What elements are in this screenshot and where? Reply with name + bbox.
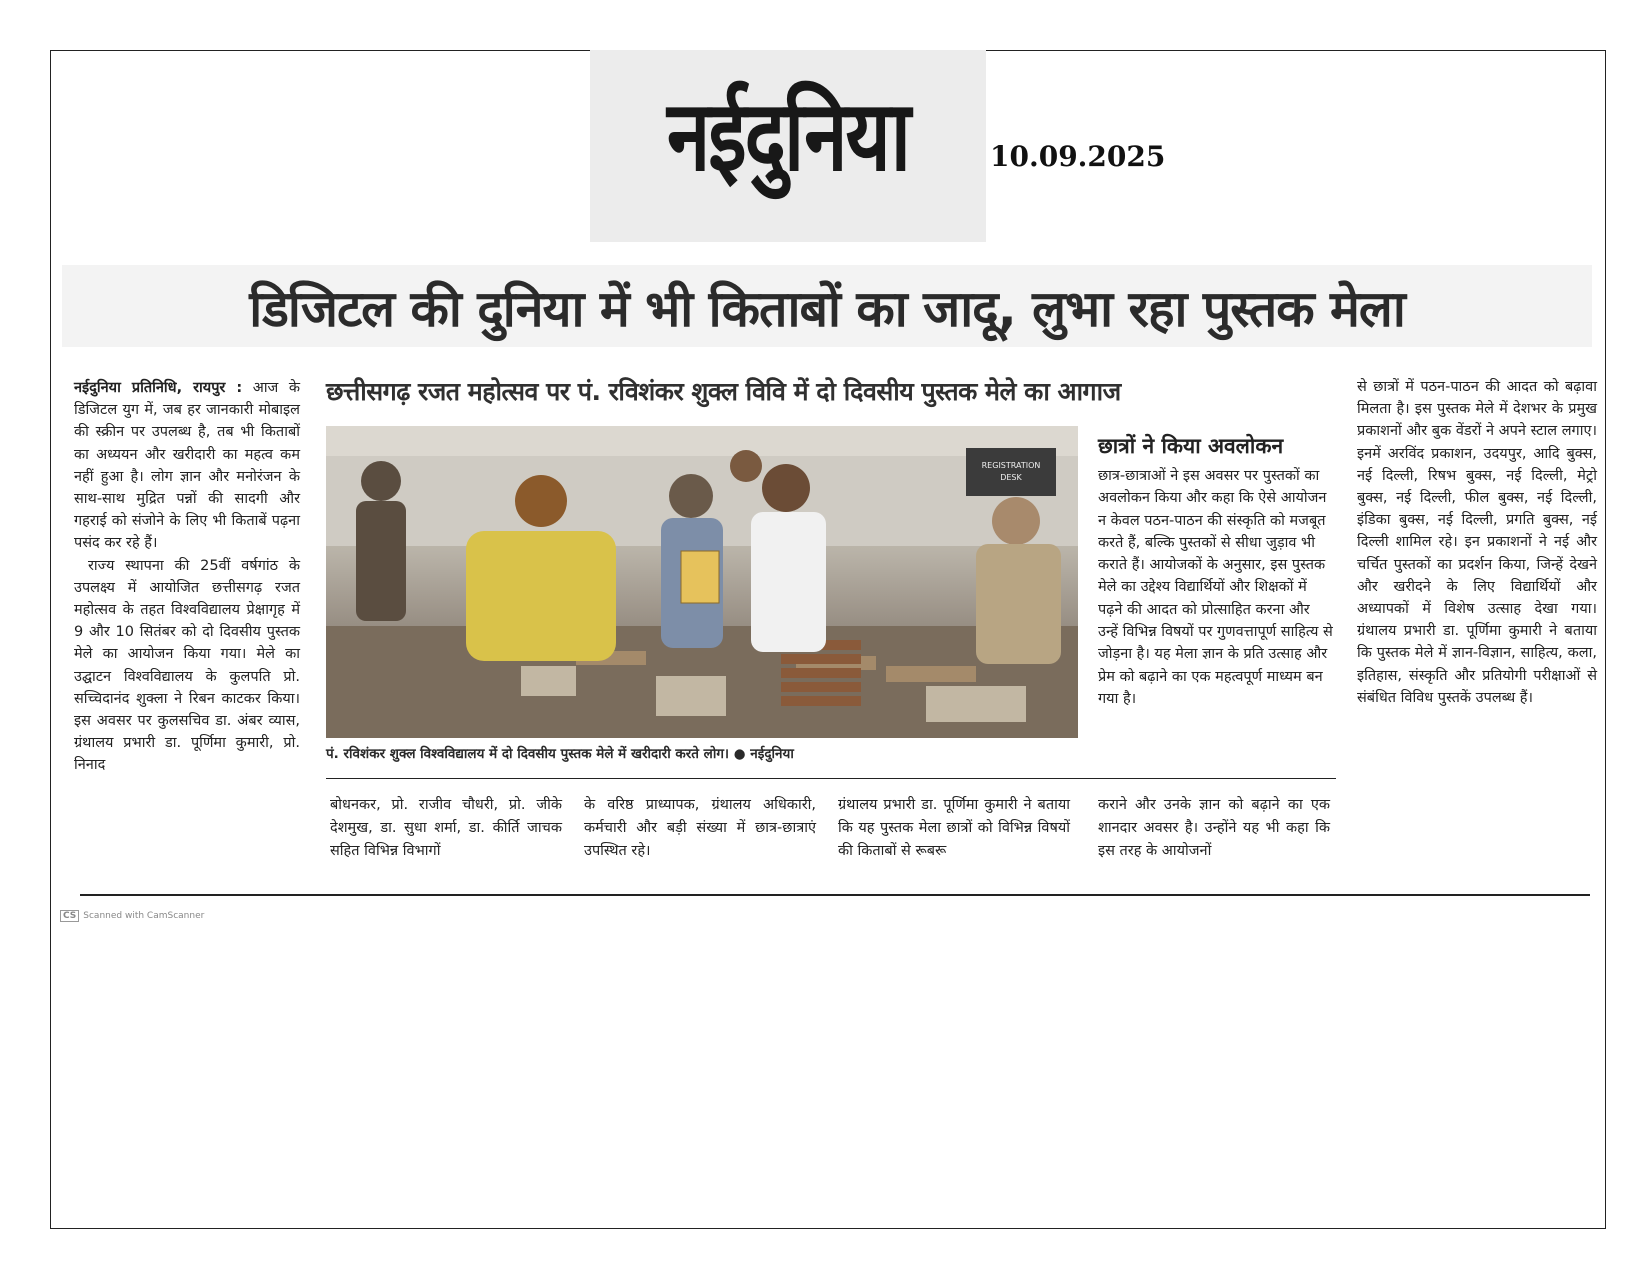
subheadline: छत्तीसगढ़ रजत महोत्सव पर पं. रविशंकर शुक्ल विवि में दो दिवसीय पुस्तक मेले का आगाज <box>326 377 1121 406</box>
column-1-paragraph-2: राज्य स्थापना की 25वीं वर्षगांठ के उपलक्ष्य में आयोजित छत्तीसगढ़ रजत महोत्सव के तहत विश्वविद्यालय प्रेक्षागृह में 9 और 10 सितंबर को दो दिवसीय पुस्तक मेले का आयोजन किया गया। मेले का उद्घाटन विश्वविद्यालय के कुलपति प्रो. सच्चिदानंद शुक्ला ने रिबन काटकर किया। इस अवसर पर कुलसचिव डा. अंबर व्यास, ग्रंथालय प्रभारी डा. पूर्णिमा कुमारी, प्रो. निनाद <box>74 557 300 774</box>
photo-caption: पं. रविशंकर शुक्ल विश्वविद्यालय में दो दिवसीय पुस्तक मेले में खरीदारी करते लोग। ● नईदुनिया <box>326 746 794 762</box>
bottom-column-3: ग्रंथालय प्रभारी डा. पूर्णिमा कुमारी ने बताया कि यह पुस्तक मेला छात्रों को विभिन्न विषयों की किताबों से रूबरू <box>838 797 1070 859</box>
scanner-badge: CS <box>60 910 79 922</box>
bottom-column-4: कराने और उनके ज्ञान को बढ़ाने का एक शानदार अवसर है। उन्होंने यह भी कहा कि इस तरह के आयोजनों <box>1098 797 1330 859</box>
sidebar-body: छात्र-छात्राओं ने इस अवसर पर पुस्तकों का अवलोकन किया और कहा कि ऐसे आयोजन न केवल पठन-पाठन की संस्कृति को मजबूत करते हैं, बल्कि पुस्तकों से सीधा जुड़ाव भी कराते हैं। आयोजकों के अनुसार, इस पुस्तक मेले का उद्देश्य विद्यार्थियों और शिक्षकों में पढ़ने की आदत को प्रोत्साहित करना और उन्हें विभिन्न विषयों पर गुणवत्तापूर्ण साहित्य से जोड़ना है। यह मेला ज्ञान के प्रति उत्साह और प्रेम को बढ़ाने का एक महत्वपूर्ण माध्यम बन गया है। <box>1098 468 1333 707</box>
sidebar-heading: छात्रों ने किया अवलोकन <box>1098 434 1284 458</box>
byline: नईदुनिया प्रतिनिधि, रायपुर : <box>74 380 243 396</box>
newspaper-name: नईदुनिया <box>667 80 909 194</box>
masthead-logo <box>590 50 986 242</box>
headline: डिजिटल की दुनिया में भी किताबों का जादू, लुभा रहा पुस्तक मेला <box>249 280 1405 338</box>
article-bottom-rule <box>80 894 1590 896</box>
bookfair-photo-illustration <box>326 426 1078 738</box>
bottom-column-1: बोधनकर, प्रो. राजीव चौधरी, प्रो. जीके देशमुख, डा. सुधा शर्मा, डा. कीर्ति जाचक सहित विभिन्न विभागों <box>330 797 562 859</box>
caption-divider <box>326 778 1336 779</box>
right-column-text: से छात्रों में पठन-पाठन की आदत को बढ़ावा मिलता है। इस पुस्तक मेले में देशभर के प्रमुख प्रकाशनों और बुक वेंडरों ने अपने स्टाल लगाए। इनमें अरविंद प्रकाशन, उदयपुर, आदि बुक्स, नई दिल्ली, रिषभ बुक्स, नई दिल्ली, मेट्रो बुक्स, नई दिल्ली, फील बुक्स, नई दिल्ली, इंडिका बुक्स, नई दिल्ली, प्रगति बुक्स, नई दिल्ली शामिल रहे। इन प्रकाशनों ने नई और चर्चित पुस्तकों का प्रदर्शन किया, जिन्हें देखने और खरीदने के लिए विद्यार्थियों और अध्यापकों में विशेष उत्साह देखा गया। ग्रंथालय प्रभारी डा. पूर्णिमा कुमारी ने बताया कि पुस्तक मेले में ज्ञान-विज्ञान, साहित्य, कला, इतिहास, संस्कृति और प्रतियोगी परीक्षाओं से संबंधित विविध पुस्तकें उपलब्ध हैं। <box>1357 379 1597 706</box>
column-1-text-1: आज के डिजिटल युग में, जब हर जानकारी मोबाइल की स्क्रीन पर उपलब्ध है, तब भी किताबों का अध्ययन और खरीदारी का महत्व कम नहीं हुआ है। लोग ज्ञान और मनोरंजन के साथ-साथ मुद्रित पन्नों की सादगी और गहराई को संजोने के लिए भी किताबें पढ़ना पसंद कर रहे हैं। <box>74 380 300 552</box>
registration-sign-desk: DESK <box>1000 473 1022 482</box>
registration-sign: REGISTRATION <box>981 461 1041 470</box>
scanner-text: Scanned with CamScanner <box>83 911 205 921</box>
bottom-column-2: के वरिष्ठ प्राध्यापक, ग्रंथालय अधिकारी, कर्मचारी और बड़ी संख्या में छात्र-छात्राएं उपस्थित रहे। <box>584 797 816 859</box>
scanner-watermark <box>60 910 204 922</box>
column-1-paragraph-1 <box>74 377 300 555</box>
publication-date: 10.09.2025 <box>990 140 1166 173</box>
news-photo <box>326 426 1078 738</box>
article-column-1 <box>74 377 300 777</box>
article-column-right <box>1357 376 1597 709</box>
